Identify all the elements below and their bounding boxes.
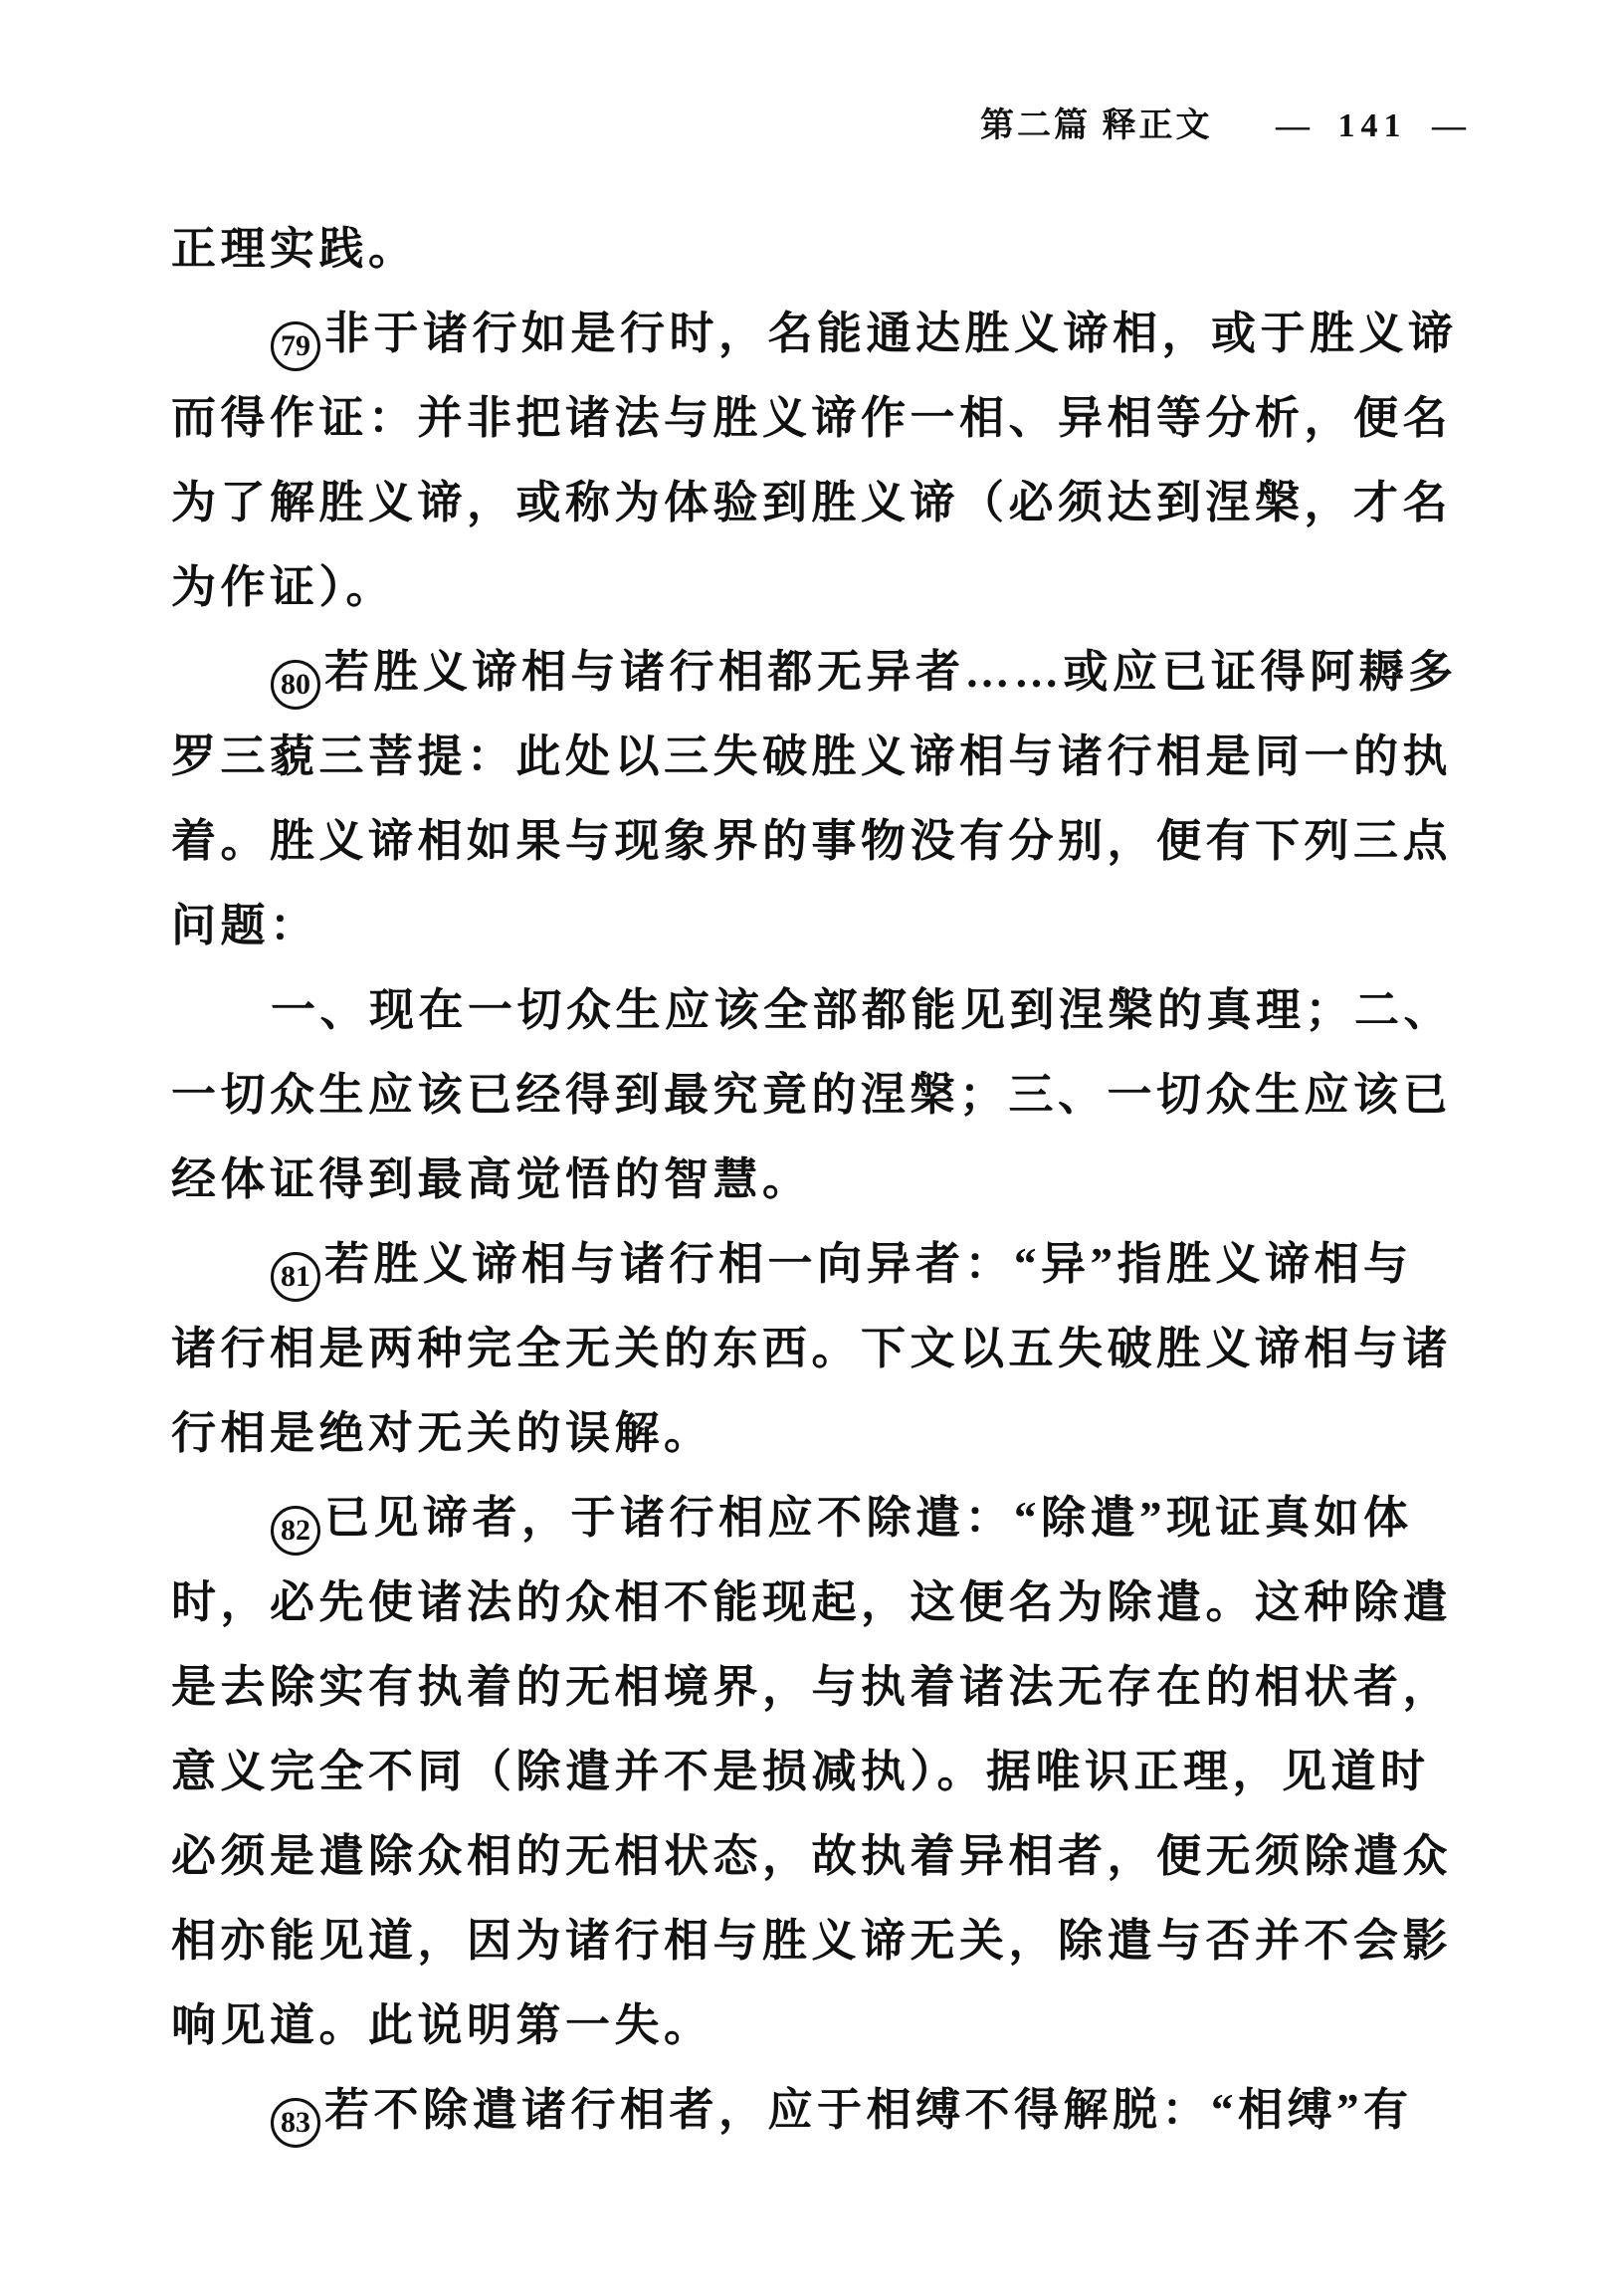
line-text: 着。胜义谛相如果与现象界的事物没有分别，便有下列三点 (171, 816, 1453, 866)
text-line (171, 1899, 1495, 1983)
header-section-title: 第二篇 释正文 (980, 107, 1213, 144)
line-text: 为作证）。 (171, 562, 396, 612)
text-line (171, 884, 1495, 968)
header-right-dash: — (1432, 107, 1469, 144)
line-text: 是去除实有执着的无相境界，与执着诸法无存在的相状者， (171, 1662, 1453, 1712)
line-text: 意义完全不同（除遣并不是损减执）。据唯识正理，见道时 (171, 1747, 1430, 1796)
line-text: 若不除遣诸行相者，应于相缚不得解脱：“相缚”有 (324, 2085, 1413, 2135)
paragraph-number-circle: 80 (271, 660, 320, 710)
line-text: 时，必先使诸法的众相不能现起，这便名为除遣。这种除遣 (171, 1577, 1453, 1627)
text-line (171, 799, 1495, 884)
paragraph-number-circle: 81 (271, 1252, 320, 1302)
text-line (171, 1561, 1495, 1645)
line-text: 诸行相是两种完全无关的东西。下文以五失破胜义谛相与诸 (171, 1324, 1453, 1373)
text-line (171, 1814, 1495, 1899)
line-text: 罗三藐三菩提：此处以三失破胜义谛相与诸行相是同一的执 (171, 731, 1453, 781)
paragraph-number-circle: 82 (271, 1506, 320, 1556)
line-text: 正理实践。 (171, 224, 418, 274)
text-line (171, 207, 1495, 292)
text-line (171, 376, 1495, 461)
header-left-dash: — (1276, 107, 1313, 144)
text-line-paragraph-start (171, 2068, 1495, 2153)
line-text: 已见谛者，于诸行相应不除遣：“除遣”现证真如体 (324, 1493, 1413, 1543)
paragraph-number-circle: 83 (271, 2098, 320, 2148)
body-text-block (171, 207, 1495, 2153)
line-text: 响见道。此说明第一失。 (171, 2000, 713, 2050)
text-line-paragraph-start (171, 968, 1495, 1053)
line-text: 经体证得到最高觉悟的智慧。 (171, 1154, 812, 1204)
page-number: 141 (1337, 107, 1407, 144)
line-text: 一、现在一切众生应该全部都能见到涅槃的真理；二、 (271, 985, 1454, 1035)
text-line (171, 1391, 1495, 1476)
running-header (0, 98, 1483, 146)
text-line (171, 1983, 1495, 2068)
line-text: 为了解胜义谛，或称为体验到胜义谛（必须达到涅槃，才名 (171, 478, 1453, 527)
text-line (171, 545, 1495, 630)
paragraph-number-circle: 79 (271, 321, 320, 371)
text-line-paragraph-start (171, 292, 1495, 376)
text-line (171, 1053, 1495, 1138)
line-text: 而得作证：并非把诸法与胜义谛作一相、异相等分析，便名 (171, 393, 1453, 443)
text-line (171, 1307, 1495, 1391)
text-line (171, 1138, 1495, 1222)
text-line-paragraph-start (171, 1222, 1495, 1307)
text-line (171, 1645, 1495, 1730)
line-text: 必须是遣除众相的无相状态，故执着异相者，便无须除遣众 (171, 1831, 1453, 1881)
line-text: 若胜义谛相与诸行相都无异者……或应已证得阿耨多 (324, 647, 1458, 697)
text-line-paragraph-start (171, 1476, 1495, 1561)
text-line (171, 1730, 1495, 1814)
text-line-paragraph-start (171, 630, 1495, 715)
line-text: 行相是绝对无关的误解。 (171, 1408, 713, 1458)
line-text: 相亦能见道，因为诸行相与胜义谛无关，除遣与否并不会影 (171, 1916, 1453, 1966)
line-text: 若胜义谛相与诸行相一向异者：“异”指胜义谛相与 (324, 1239, 1413, 1289)
line-text: 一切众生应该已经得到最究竟的涅槃；三、一切众生应该已 (171, 1070, 1453, 1120)
line-text: 非于诸行如是行时，名能通达胜义谛相，或于胜义谛 (324, 309, 1458, 358)
text-line (171, 461, 1495, 545)
line-text: 问题： (171, 901, 319, 950)
text-line (171, 715, 1495, 799)
